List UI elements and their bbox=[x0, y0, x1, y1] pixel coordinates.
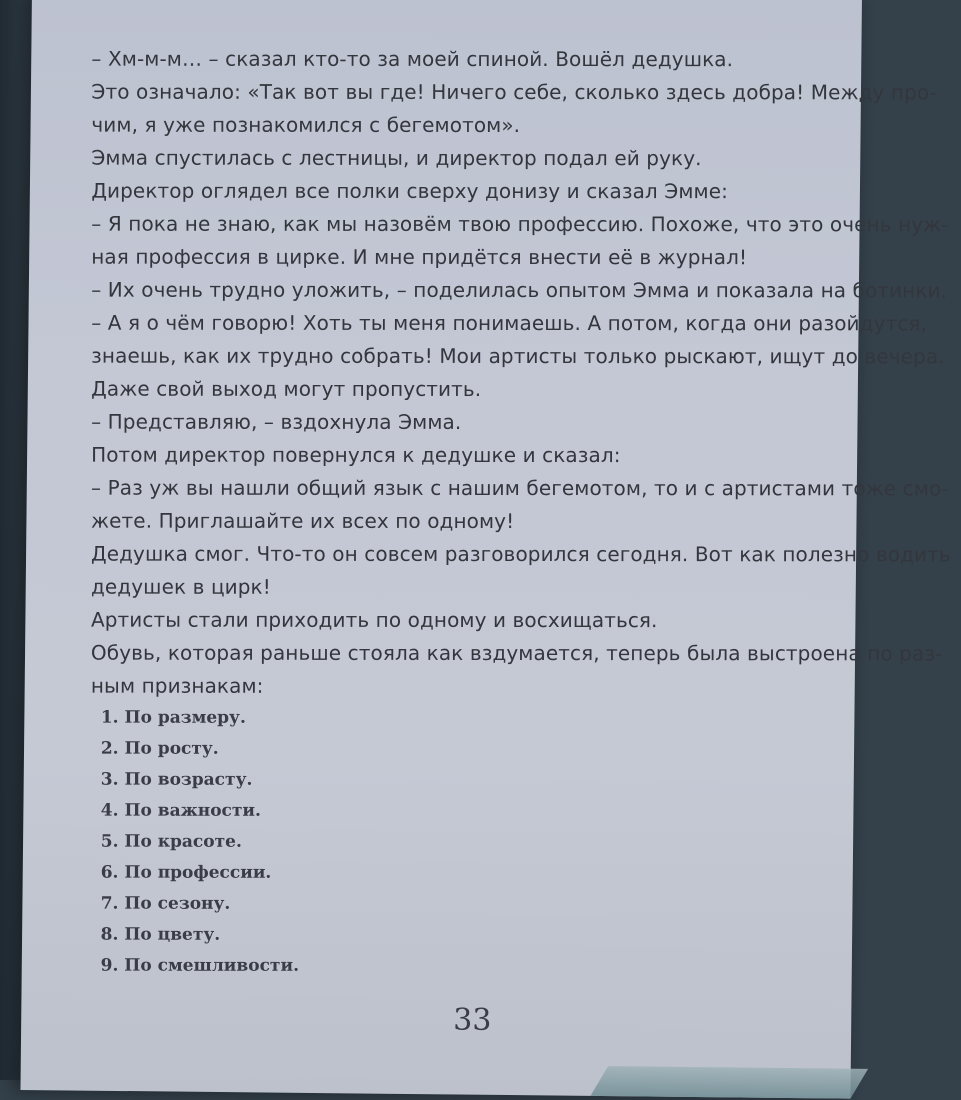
list-item: 5. По красоте. bbox=[100, 831, 242, 852]
list-item: 9. По смешливости. bbox=[100, 955, 299, 976]
page-text bbox=[90, 43, 951, 983]
text-line: Дедушка смог. Что-то он совсем разговорился сегодня. Вот как полезно водить bbox=[90, 541, 951, 567]
list-item: 3. По возрасту. bbox=[100, 769, 253, 790]
text-line: Эмма спустилась с лестницы, и директор подал ей руку. bbox=[91, 145, 702, 171]
page-number: 33 bbox=[453, 1002, 492, 1038]
list-item: 6. По профессии. bbox=[100, 862, 272, 883]
text-line: – А я о чём говорю! Хоть ты меня понимаешь. А потом, когда они разойдутся, bbox=[91, 310, 927, 336]
criteria-list bbox=[91, 703, 861, 983]
text-line: ная профессия в цирке. И мне придётся внести её в журнал! bbox=[91, 244, 748, 270]
text-line: – Я пока не знаю, как мы назовём твою профессию. Похоже, что это очень нуж- bbox=[91, 211, 949, 237]
text-line: ным признакам: bbox=[90, 673, 264, 698]
book-page bbox=[20, 0, 951, 1099]
list-item: 8. По цвету. bbox=[100, 924, 221, 945]
text-line: – Раз уж вы нашли общий язык с нашим бегемотом, то и с артистами тоже смо- bbox=[91, 475, 949, 501]
text-line: – Представляю, – вздохнула Эмма. bbox=[91, 409, 462, 434]
text-line: дедушек в цирк! bbox=[90, 574, 271, 599]
text-line: Директор оглядел все полки сверху донизу и сказал Эмме: bbox=[91, 178, 728, 204]
text-line: Обувь, которая раньше стояла как вздумается, теперь была выстроена по раз- bbox=[90, 640, 943, 666]
text-line: – Их очень трудно уложить, – поделилась опытом Эмма и показала на ботинки. bbox=[91, 277, 948, 303]
text-line: Это означало: «Так вот вы где! Ничего себе, сколько здесь добра! Между про- bbox=[91, 79, 937, 105]
list-item: 2. По росту. bbox=[100, 738, 219, 759]
list-item: 4. По важности. bbox=[100, 800, 261, 821]
text-line: чим, я уже познакомился с бегемотом». bbox=[91, 112, 521, 137]
list-item: 7. По сезону. bbox=[100, 893, 231, 914]
list-item: 1. По размеру. bbox=[100, 707, 246, 728]
text-line: Даже свой выход могут пропустить. bbox=[91, 376, 482, 401]
text-line: знаешь, как их трудно собрать! Мои артисты только рыскают, ищут до вечера. bbox=[91, 343, 945, 369]
text-line: – Хм-м-м… – сказал кто-то за моей спиной. Вошёл дедушка. bbox=[91, 46, 734, 72]
text-line: Потом директор повернулся к дедушке и сказал: bbox=[91, 442, 621, 468]
text-line: жете. Приглашайте их всех по одному! bbox=[91, 508, 515, 533]
text-line: Артисты стали приходить по одному и восхищаться. bbox=[90, 607, 658, 633]
book-cover-edge bbox=[590, 1066, 868, 1099]
